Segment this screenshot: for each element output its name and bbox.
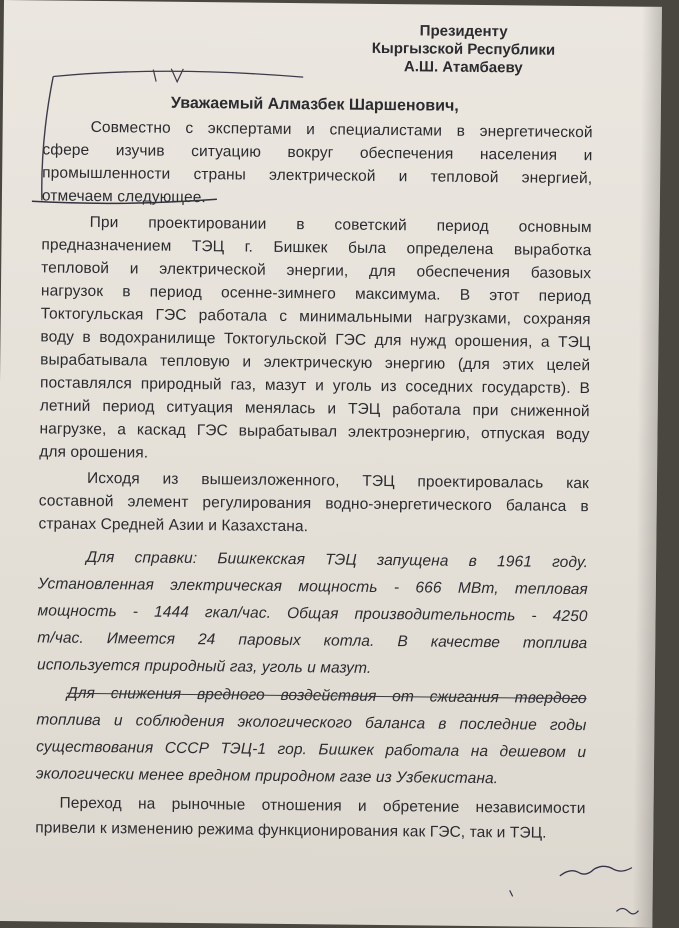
letter-line: для орошения. bbox=[39, 443, 149, 462]
pen-bracket-top bbox=[53, 70, 303, 79]
letter-line: нагрузке, а каскад ГЭС вырабатывал электроэнергию, отпуская воду bbox=[39, 420, 590, 444]
pen-scribble bbox=[616, 908, 638, 914]
letter-line: Совместно с экспертами и специалистами в энергетической bbox=[90, 118, 593, 142]
letter-line: существования СССР ТЭЦ-1 гор. Бишкек работала на дешевом и bbox=[36, 738, 587, 762]
pen-check-mark bbox=[153, 69, 183, 82]
greeting: Уважаемый Алмазбек Шаршенович, bbox=[170, 94, 459, 115]
letter-line: Исходя из вышеизложенного, ТЭЦ проектировалась как bbox=[86, 469, 590, 493]
letter-line: странах Средней Азии и Казахстана. bbox=[38, 515, 309, 536]
pen-underline bbox=[32, 197, 217, 204]
letter-line: При проектировании в советский период основным bbox=[89, 213, 592, 237]
pen-bracket-left bbox=[42, 76, 54, 200]
letter-line: мощность - 1444 гкал/час. Общая производительность - 4250 bbox=[37, 602, 588, 626]
letter-line: поставлялся природный газ, мазут и уголь из соседних государств). В bbox=[39, 374, 591, 398]
letter-line: Токтогульская ГЭС работала с минимальными нагрузками, сохраняя bbox=[40, 305, 591, 329]
letter-line: используется природный газ, уголь и мазут. bbox=[36, 656, 372, 677]
letter-line: предназначением ТЭЦ г. Бишкек была определена выработка bbox=[41, 236, 592, 260]
letter-line: отмечаем следующее. bbox=[41, 187, 206, 207]
letter-line: летний период ситуация менялась и ТЭЦ работала при сниженной bbox=[39, 397, 590, 421]
letter-line: привели к изменению режима функционирования как ГЭС, так и ТЭЦ. bbox=[35, 819, 547, 842]
letter-line: Переход на рыночные отношения и обретение независимости bbox=[59, 794, 586, 818]
letter-line: топлива и соблюдения экологического баланса в последние годы bbox=[36, 711, 587, 735]
letter-line: воду в водохранилище Токтогульской ГЭС для нужд орошения, а ТЭЦ bbox=[40, 328, 591, 352]
letter-line: тепловой и электрической энергии, для обеспечения базовых bbox=[41, 259, 592, 283]
handwritten-signature bbox=[560, 866, 632, 877]
letter-line: Установленная электрическая мощность - 666 МВт, тепловая bbox=[37, 575, 588, 599]
letter-line: сфере изучив ситуацию вокруг обеспечения населения и bbox=[42, 141, 593, 165]
letter-line: нагрузок в период осенне-зимнего максимума. В этот период bbox=[40, 282, 592, 306]
letter-line: Для справки: Бишкекская ТЭЦ запущена в 1961 году. bbox=[86, 548, 589, 572]
letter-line: промышленности страны электрической и тепловой энергией, bbox=[42, 164, 593, 188]
letter-line: вырабатывала тепловую и электрическую энергию (для этих целей bbox=[40, 351, 591, 375]
addressee-title: Президенту bbox=[419, 22, 508, 41]
pen-tick bbox=[510, 890, 513, 896]
addressee-name: А.Ш. Атамбаеву bbox=[403, 58, 523, 77]
letter-line: экологически менее вредном природном газе из Узбекистана. bbox=[35, 765, 499, 788]
letter-line: т/час. Имеется 24 паровых котла. В качестве топлива bbox=[37, 629, 588, 653]
letter-line: составной элемент регулирования водно-энергетического баланса в bbox=[38, 492, 589, 516]
addressee-country: Кыргызской Республики bbox=[371, 39, 556, 59]
letter-line: Для снижения вредного воздействия от сжигания твердого bbox=[66, 684, 587, 708]
